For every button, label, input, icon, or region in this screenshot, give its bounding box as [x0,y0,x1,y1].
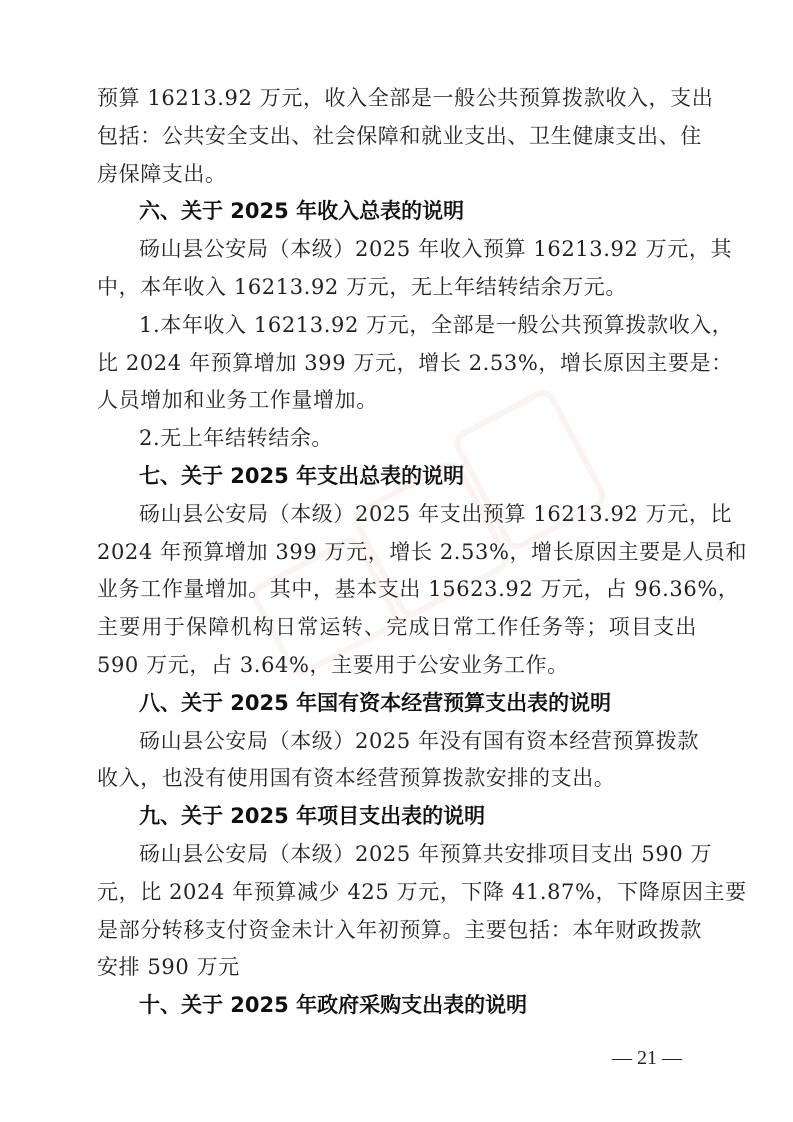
body-line-15: 主要用于保障机构日常运转、完成日常工作任务等；项目支出 [97,615,697,639]
body-line-3: 房保障支出。 [97,162,227,186]
body-line-2: 包括：公共安全支出、社会保障和就业支出、卫生健康支出、住 [97,124,702,148]
body-line-10: 2.无上年结转结余。 [139,426,334,450]
body-line-21: 砀山县公安局（本级）2025 年预算共安排项目支出 590 万 [139,842,713,866]
body-line-22: 元，比 2024 年预算减少 425 万元，下降 41.87%，下降原因主要 [97,880,747,904]
body-line-8: 比 2024 年预算增加 399 万元，增长 2.53%，增长原因主要是： [97,351,733,375]
section-heading-10: 十、关于 2025 年政府采购支出表的说明 [139,993,528,1017]
body-line-23: 是部分转移支付资金未计入年初预算。主要包括：本年财政拨款 [97,918,702,942]
body-line-14: 业务工作量增加。其中，基本支出 15623.92 万元，占 96.36%， [97,577,740,601]
section-heading-6: 六、关于 2025 年收入总表的说明 [139,199,465,223]
body-line-9: 人员增加和业务工作量增加。 [97,388,378,412]
page-number: — 21 — [612,1047,682,1069]
body-line-13: 2024 年预算增加 399 万元，增长 2.53%，增长原因主要是人员和 [97,540,748,564]
body-line-16: 590 万元，占 3.64%，主要用于公安业务工作。 [97,653,569,677]
body-line-12: 砀山县公安局（本级）2025 年支出预算 16213.92 万元，比 [139,502,733,526]
section-heading-7: 七、关于 2025 年支出总表的说明 [139,464,465,488]
section-heading-8: 八、关于 2025 年国有资本经营预算支出表的说明 [139,691,612,715]
section-heading-9: 九、关于 2025 年项目支出表的说明 [139,804,486,828]
body-line-6: 中，本年收入 16213.92 万元，无上年结转结余万元。 [97,275,627,299]
body-line-18: 砀山县公安局（本级）2025 年没有国有资本经营预算拨款 [139,729,699,753]
body-line-7: 1.本年收入 16213.92 万元，全部是一般公共预算拨款收入， [139,313,734,337]
body-line-1: 预算 16213.92 万元，收入全部是一般公共预算拨款收入，支出 [97,86,714,110]
body-line-19: 收入，也没有使用国有资本经营预算拨款安排的支出。 [97,766,616,790]
body-line-5: 砀山县公安局（本级）2025 年收入预算 16213.92 万元，其 [139,237,733,261]
body-line-24: 安排 590 万元 [97,955,240,979]
